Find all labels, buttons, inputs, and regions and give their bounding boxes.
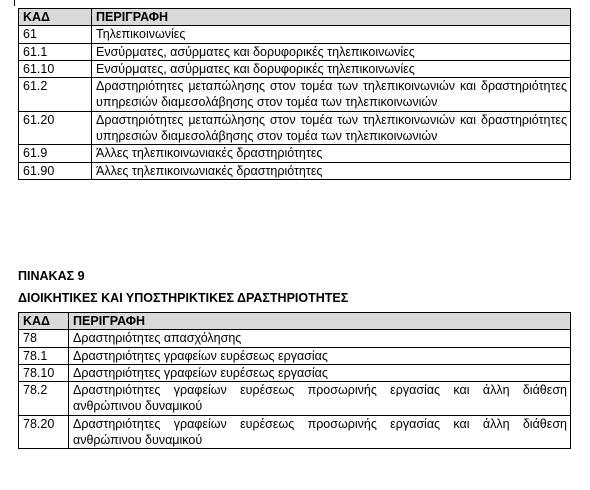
kad-code-cell: 61.2 xyxy=(19,78,92,112)
table-title-heading: ΔΙΟΙΚΗΤΙΚΕΣ ΚΑΙ ΥΠΟΣΤΗΡΙΚΤΙΚΕΣ ΔΡΑΣΤΗΡΙΟΤΗΤΕΣ xyxy=(18,291,349,305)
kad-code-cell: 78.2 xyxy=(19,382,69,416)
header-description: ΠΕΡΙΓΡΑΦΗ xyxy=(69,313,571,330)
description-cell: Δραστηριότητες απασχόλησης xyxy=(69,330,571,347)
kad-code-cell: 61.1 xyxy=(19,43,92,60)
description-cell: Άλλες τηλεπικοινωνιακές δραστηριότητες xyxy=(92,145,571,162)
kad-code-cell: 61.90 xyxy=(19,162,92,179)
table-row xyxy=(19,347,571,364)
table-row xyxy=(19,382,571,416)
description-cell: Δραστηριότητες γραφείων ευρέσεως εργασίας xyxy=(69,364,571,381)
kad-code-cell: 78 xyxy=(19,330,69,347)
table-header-row xyxy=(19,313,571,330)
kad-code-cell: 78.10 xyxy=(19,364,69,381)
kad-table-telecommunications xyxy=(18,8,571,180)
kad-code-cell: 61.20 xyxy=(19,111,92,145)
table-row xyxy=(19,111,571,145)
description-cell: Δραστηριότητες μεταπώλησης στον τομέα των τηλεπικοινωνιών και δραστηριότητες υπηρεσιών διαμεσολάβησης στον τομέα των τηλεπικοινωνιών xyxy=(92,78,571,112)
kad-code-cell: 61.10 xyxy=(19,60,92,77)
table-row xyxy=(19,78,571,112)
description-cell: Άλλες τηλεπικοινωνιακές δραστηριότητες xyxy=(92,162,571,179)
page-corner-mark xyxy=(14,0,15,6)
description-cell: Τηλεπικοινωνίες xyxy=(92,26,571,43)
table-row xyxy=(19,60,571,77)
description-cell: Δραστηριότητες γραφείων ευρέσεως εργασίας xyxy=(69,347,571,364)
description-cell: Ενσύρματες, ασύρματες και δορυφορικές τηλεπικοινωνίες xyxy=(92,60,571,77)
header-kad: ΚΑΔ xyxy=(19,9,92,26)
table-row xyxy=(19,415,571,449)
table-row xyxy=(19,26,571,43)
description-cell: Δραστηριότητες γραφείων ευρέσεως προσωρινής εργασίας και άλλη διάθεση ανθρώπινου δυναμικού xyxy=(69,382,571,416)
header-kad: ΚΑΔ xyxy=(19,313,69,330)
kad-table-administrative-support xyxy=(18,312,571,449)
description-cell: Δραστηριότητες γραφείων ευρέσεως προσωρινής εργασίας και άλλη διάθεση ανθρώπινου δυναμικού xyxy=(69,415,571,449)
table-row xyxy=(19,43,571,60)
kad-code-cell: 61.9 xyxy=(19,145,92,162)
description-cell: Δραστηριότητες μεταπώλησης στον τομέα των τηλεπικοινωνιών και δραστηριότητες υπηρεσιών διαμεσολάβησης στον τομέα των τηλεπικοινωνιών xyxy=(92,111,571,145)
table-row xyxy=(19,364,571,381)
description-cell: Ενσύρματες, ασύρματες και δορυφορικές τηλεπικοινωνίες xyxy=(92,43,571,60)
table-row xyxy=(19,145,571,162)
table-header-row xyxy=(19,9,571,26)
header-description: ΠΕΡΙΓΡΑΦΗ xyxy=(92,9,571,26)
table-row xyxy=(19,330,571,347)
table-row xyxy=(19,162,571,179)
table-number-heading: ΠΙΝΑΚΑΣ 9 xyxy=(18,269,85,283)
kad-code-cell: 78.20 xyxy=(19,415,69,449)
kad-code-cell: 78.1 xyxy=(19,347,69,364)
kad-code-cell: 61 xyxy=(19,26,92,43)
